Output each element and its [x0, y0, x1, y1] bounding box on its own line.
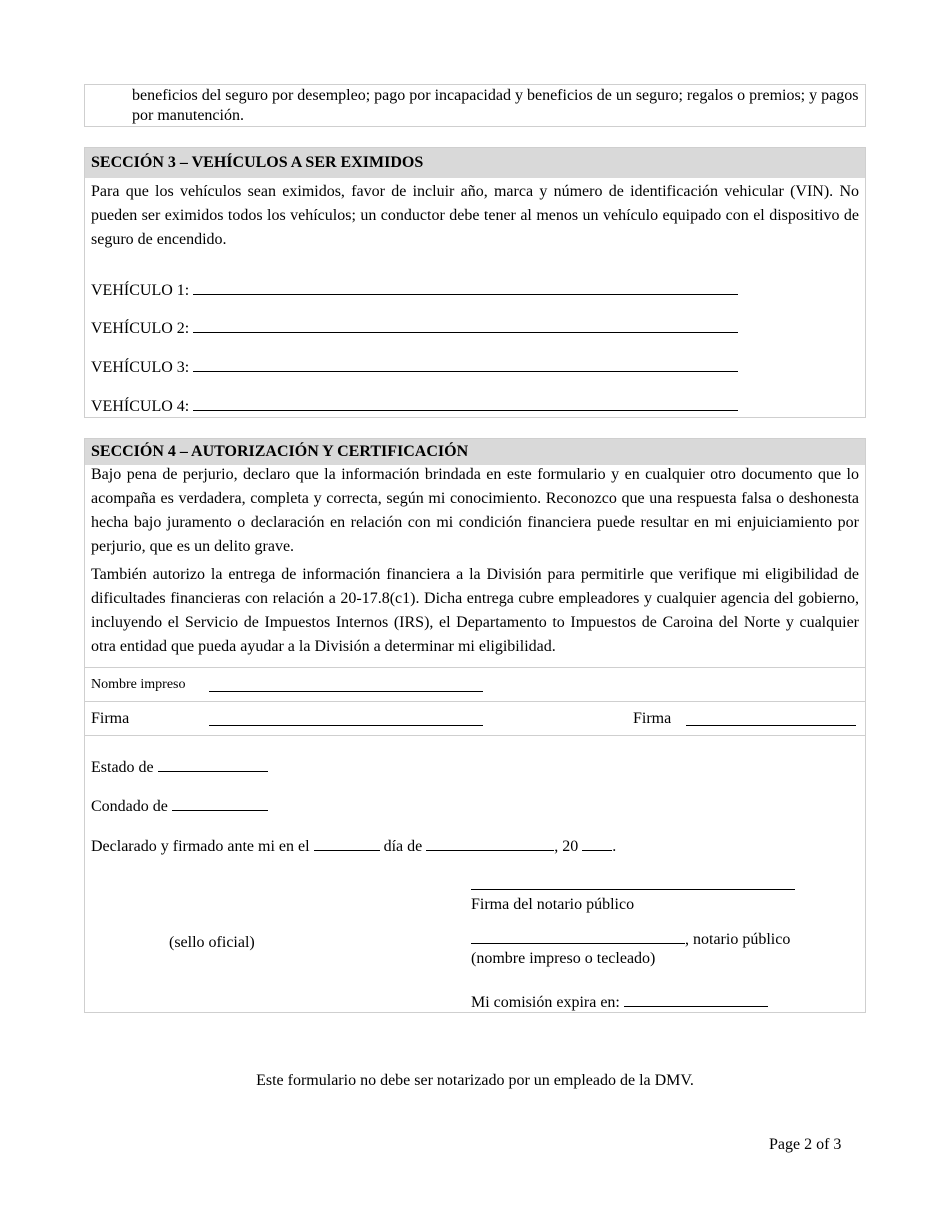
county-field[interactable]: [172, 796, 268, 811]
end-period: .: [612, 838, 617, 855]
vehicle-2-field[interactable]: [193, 318, 738, 333]
seal-label: (sello oficial): [169, 934, 255, 951]
section-4-title: SECCIÓN 4 – AUTORIZACIÓN Y CERTIFICACIÓN: [85, 439, 865, 465]
page-number: Page 2 of 3: [769, 1136, 842, 1153]
commission-label: Mi comisión expira en:: [471, 994, 620, 1011]
separator-3: [85, 735, 865, 736]
year-prefix: , 20: [554, 838, 579, 855]
commission-row: [471, 992, 768, 1013]
section-3: [84, 147, 866, 418]
signature-row-2: [633, 709, 671, 729]
signature-field[interactable]: [209, 711, 483, 726]
printed-name-row: [91, 675, 185, 695]
signature-label: Firma: [91, 710, 130, 727]
separator-1: [85, 667, 865, 668]
notary-signature-label: Firma del notario público: [471, 896, 635, 913]
continuation-text: beneficios del seguro por desempleo; pago por incapacidad y beneficios de un seguro; regalos o premios; y pagos por manutención.: [132, 87, 859, 124]
county-row: [91, 796, 268, 817]
vehicle-4-label: VEHÍCULO 4:: [91, 398, 190, 415]
vehicle-4-row: [91, 396, 738, 417]
commission-field[interactable]: [624, 992, 768, 1007]
notary-name-row: [471, 929, 790, 950]
printed-name-label: Nombre impreso: [91, 677, 186, 692]
vehicle-3-field[interactable]: [193, 357, 738, 372]
state-field[interactable]: [158, 757, 268, 772]
vehicle-4-field[interactable]: [193, 396, 738, 411]
separator-2: [85, 701, 865, 702]
vehicle-1-field[interactable]: [193, 280, 738, 295]
state-label: Estado de: [91, 759, 154, 776]
notary-suffix: , notario público: [685, 931, 791, 948]
vehicle-2-label: VEHÍCULO 2:: [91, 320, 190, 337]
vehicle-2-row: [91, 318, 738, 339]
day-label: día de: [383, 838, 423, 855]
declared-prefix: Declarado y firmado ante mi en el: [91, 838, 310, 855]
month-field[interactable]: [426, 836, 554, 851]
vehicle-3-label: VEHÍCULO 3:: [91, 359, 190, 376]
section-3-title: SECCIÓN 3 – VEHÍCULOS A SER EXIMIDOS: [85, 148, 865, 178]
day-field[interactable]: [314, 836, 380, 851]
vehicle-3-row: [91, 357, 738, 378]
notary-name-field[interactable]: [471, 929, 685, 944]
declared-row: [91, 836, 616, 857]
section-4-para-1: Bajo pena de perjurio, declaro que la información brindada en este formulario y en cualquier otro documento que lo acompaña es verdadera, completa y correcta, según mi conocimiento. Reconozco que una respuesta falsa o deshonesta hecha bajo juramento o declaración en relación con mi condición financiera puede resultar en mi enjuiciamiento por perjurio, que es un delito grave.: [91, 466, 859, 555]
printed-or-typed-label: (nombre impreso o tecleado): [471, 950, 656, 967]
state-row: [91, 757, 268, 778]
footer-note: Este formulario no debe ser notarizado por un empleado de la DMV.: [256, 1072, 694, 1089]
signature-field-2[interactable]: [686, 711, 856, 726]
year-field[interactable]: [582, 836, 612, 851]
vehicle-1-label: VEHÍCULO 1:: [91, 282, 190, 299]
continuation-box: [84, 84, 866, 127]
notary-signature-field[interactable]: [471, 875, 795, 890]
section-3-intro: Para que los vehículos sean eximidos, favor de incluir año, marca y número de identificación vehicular (VIN). No pueden ser eximidos todos los vehículos; un conductor debe tener al menos un vehículo equipado con el dispositivo de seguro de encendido.: [91, 183, 859, 248]
vehicle-1-row: [91, 280, 738, 301]
signature-label-2: Firma: [633, 710, 672, 727]
section-4: [84, 438, 866, 1013]
printed-name-field[interactable]: [209, 677, 483, 692]
section-4-para-2: También autorizo la entrega de información financiera a la División para permitirle que verifique mi eligibilidad de dificultades financieras con relación a 20-17.8(c1). Dicha entrega cubre empleadores y cualquier agencia del gobierno, incluyendo el Servicio de Impuestos Internos (IRS), el Departamento to Impuestos de Caroina del Norte y cualquier otra entidad que pueda ayudar a la División a determinar mi eligibilidad.: [91, 566, 859, 655]
signature-row: [91, 709, 129, 729]
county-label: Condado de: [91, 798, 168, 815]
